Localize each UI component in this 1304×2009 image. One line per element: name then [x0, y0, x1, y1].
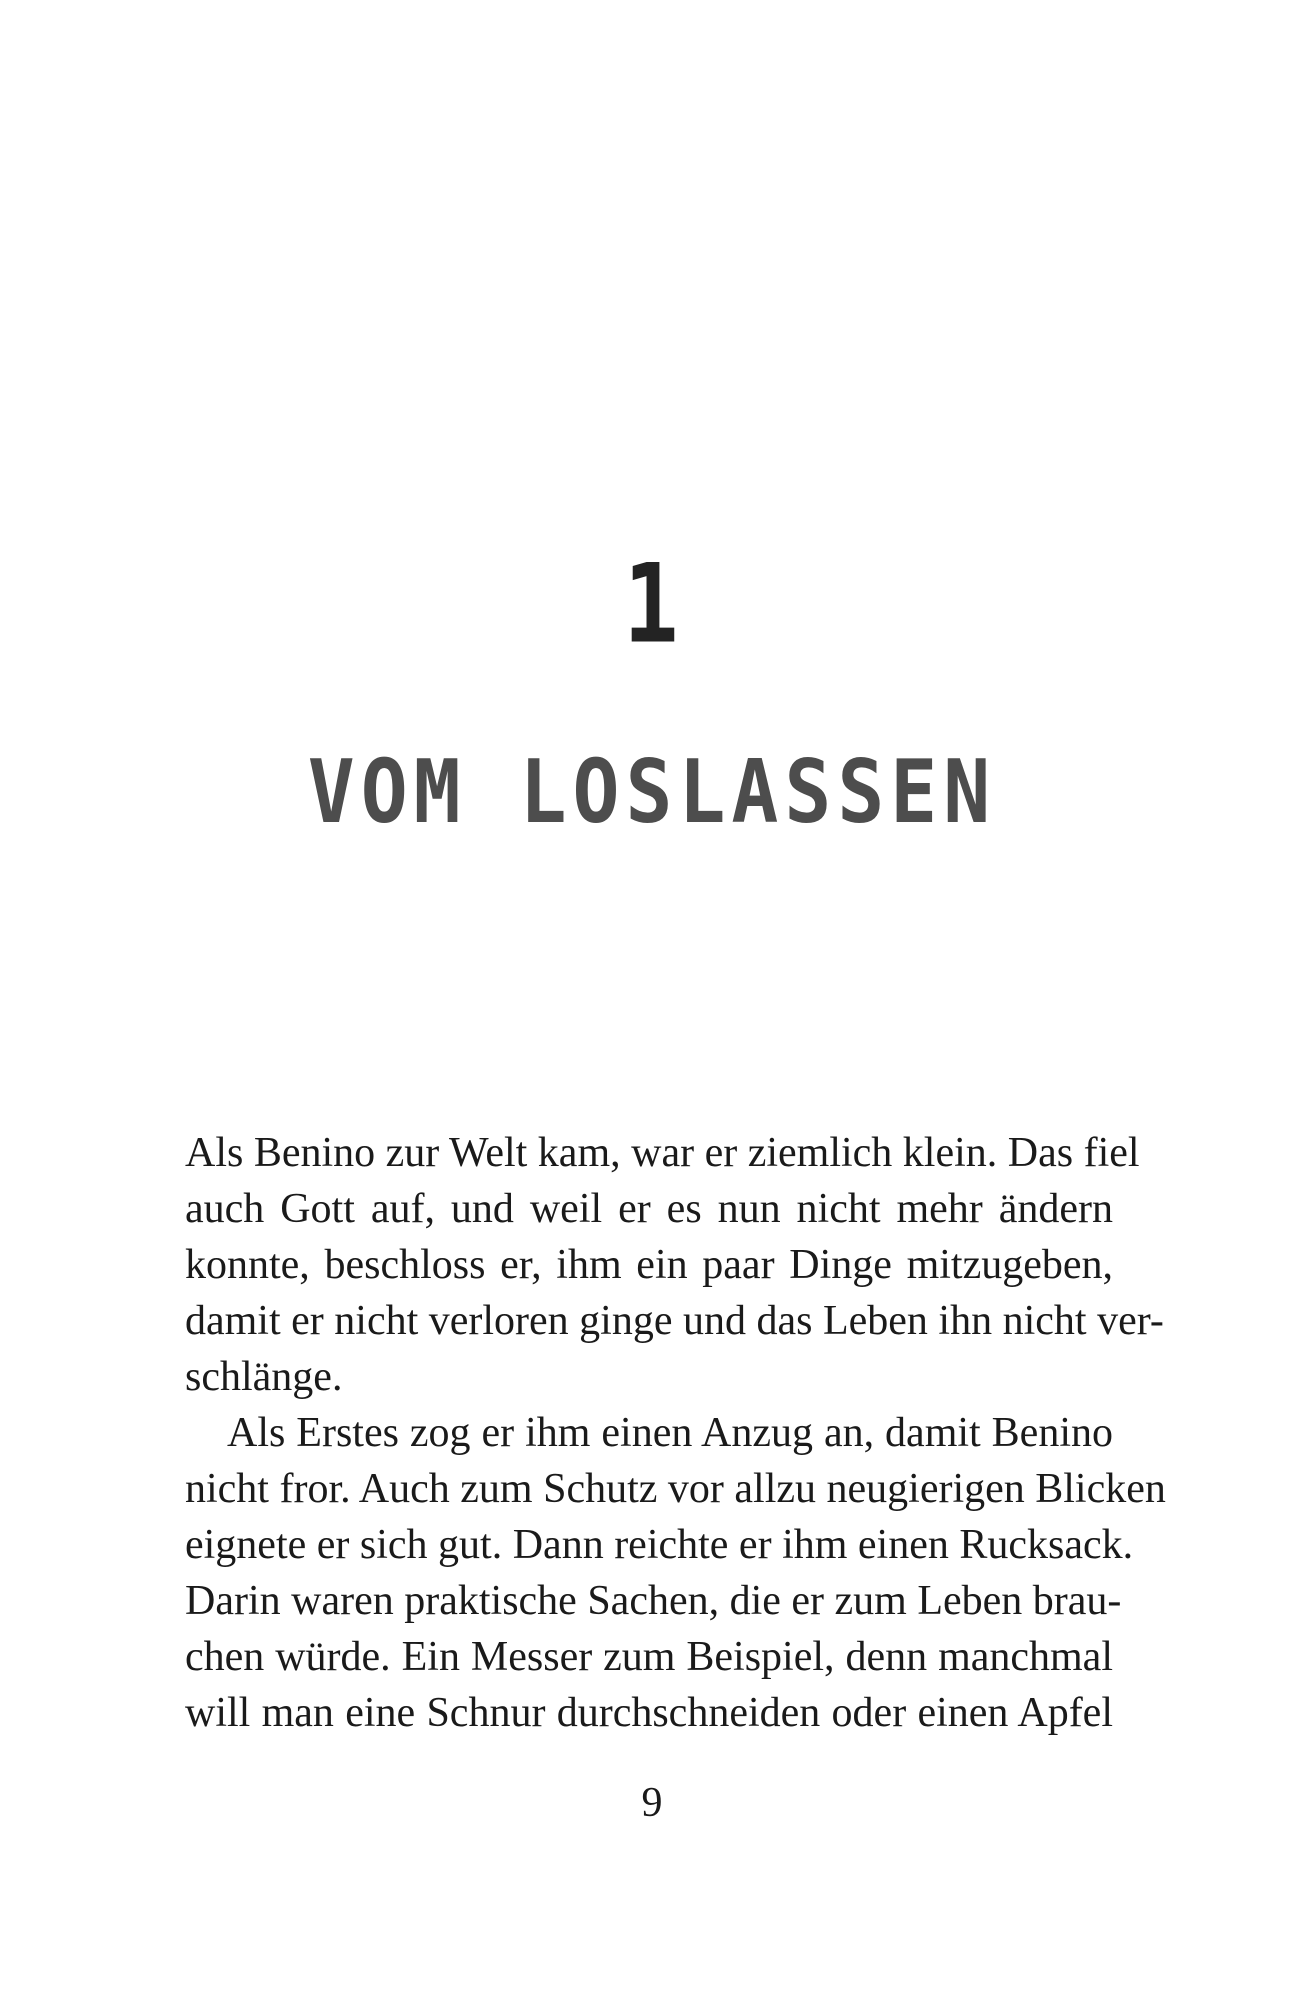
text-line: will man eine Schnur durchschneiden oder einen Apfel	[185, 1690, 1113, 1736]
text-line: Als Benino zur Welt kam, war er ziemlich klein. Das fiel	[185, 1130, 1140, 1176]
body-text	[185, 1125, 1166, 1741]
page-number: 9	[641, 1780, 663, 1826]
text-line: chen würde. Ein Messer zum Beispiel, denn manchmal	[185, 1634, 1113, 1680]
paragraph-2	[185, 1405, 1166, 1741]
text-line: schlänge.	[185, 1354, 343, 1400]
text-line: Als Erstes zog er ihm einen Anzug an, damit Benino	[227, 1410, 1113, 1456]
text-line: nicht fror. Auch zum Schutz vor allzu neugierigen Blicken	[185, 1466, 1166, 1512]
chapter-number: 1	[623, 541, 681, 668]
text-line: Darin waren praktische Sachen, die er zum Leben brau-	[185, 1578, 1122, 1624]
text-line: konnte, beschloss er, ihm ein paar Dinge mitzugeben,	[185, 1242, 1113, 1288]
paragraph-1	[185, 1125, 1164, 1405]
text-line: damit er nicht verloren ginge und das Leben ihn nicht ver-	[185, 1298, 1164, 1344]
text-line: auch Gott auf, und weil er es nun nicht mehr ändern	[185, 1186, 1113, 1232]
chapter-title: VOM LOSLASSEN	[307, 742, 997, 844]
text-line: eignete er sich gut. Dann reichte er ihm einen Rucksack.	[185, 1522, 1134, 1568]
